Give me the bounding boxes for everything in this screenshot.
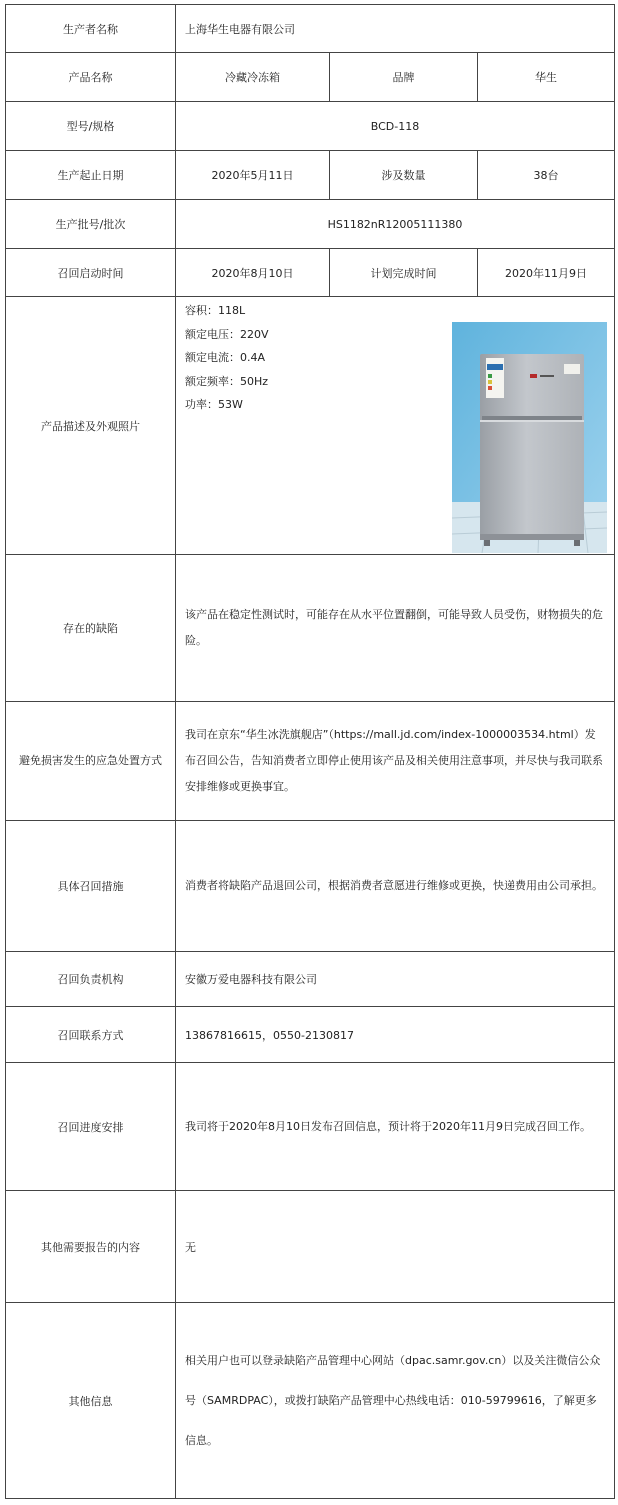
- row-model: [6, 102, 615, 151]
- contact-label: 召回联系方式: [6, 1007, 176, 1063]
- other-info-cell: [176, 1303, 615, 1499]
- row-measures: [6, 821, 615, 952]
- batch-value: HS1182nR12005111380: [176, 200, 615, 249]
- org-label: 召回负责机构: [6, 952, 176, 1007]
- defect-text: 该产品在稳定性测试时，可能存在从水平位置翻倒，可能导致人员受伤，财物损失的危险。: [185, 608, 603, 647]
- quantity-value: 38台: [478, 151, 615, 200]
- spec-list: [185, 299, 269, 417]
- progress-label: 召回进度安排: [6, 1063, 176, 1191]
- emergency-cell: [176, 702, 615, 821]
- other-report-label: 其他需要报告的内容: [6, 1191, 176, 1303]
- spec-capacity: 容积：118L: [185, 304, 246, 317]
- recall-start-value: 2020年8月10日: [176, 249, 330, 297]
- row-org: [6, 952, 615, 1007]
- other-info-label: 其他信息: [6, 1303, 176, 1499]
- quantity-label: 涉及数量: [330, 151, 478, 200]
- model-value: BCD-118: [176, 102, 615, 151]
- other-info-text: 相关用户也可以登录缺陷产品管理中心网站（dpac.samr.gov.cn）以及关注微信公众号（SAMRDPAC），或拨打缺陷产品管理中心热线电话：010-59799616，了解更多信息。: [185, 1353, 601, 1447]
- spec-power: 功率：53W: [185, 398, 243, 411]
- batch-label: 生产批号/批次: [6, 200, 176, 249]
- planned-completion-value: 2020年11月9日: [478, 249, 615, 297]
- recall-start-label: 召回启动时间: [6, 249, 176, 297]
- progress-text: 我司将于2020年8月10日发布召回信息，预计将于2020年11月9日完成召回工作。: [185, 1119, 591, 1133]
- model-label: 型号/规格: [6, 102, 176, 151]
- defect-label: 存在的缺陷: [6, 555, 176, 702]
- spec-voltage: 额定电压：220V: [185, 327, 269, 341]
- refrigerator-photo: [452, 322, 607, 553]
- manufacturer-value: 上海华生电器有限公司: [176, 5, 615, 53]
- spec-frequency: 额定频率：50Hz: [185, 374, 269, 388]
- description-label: 产品描述及外观照片: [6, 297, 176, 555]
- emergency-text: 我司在京东“华生冰洗旗舰店”（https://mall.jd.com/index-1000003534.html）发布召回公告，告知消费者立即停止使用该产品及相关使用注意事项，并尽快与我司联系安排维修或更换事宜。: [185, 728, 603, 793]
- emergency-label: 避免损害发生的应急处置方式: [6, 702, 176, 821]
- product-name-value: 冷藏冷冻箱: [176, 53, 330, 102]
- row-description: [6, 297, 615, 555]
- row-recall-start: [6, 249, 615, 297]
- description-cell: [176, 297, 615, 555]
- row-manufacturer: [6, 5, 615, 53]
- org-value: 安徽万爱电器科技有限公司: [176, 952, 615, 1007]
- brand-label: 品牌: [330, 53, 478, 102]
- product-name-label: 产品名称: [6, 53, 176, 102]
- planned-completion-label: 计划完成时间: [330, 249, 478, 297]
- row-defect: [6, 555, 615, 702]
- row-other-report: [6, 1191, 615, 1303]
- production-date-label: 生产起止日期: [6, 151, 176, 200]
- row-production-date: [6, 151, 615, 200]
- progress-cell: [176, 1063, 615, 1191]
- measures-label: 具体召回措施: [6, 821, 176, 952]
- defect-cell: [176, 555, 615, 702]
- measures-cell: [176, 821, 615, 952]
- manufacturer-label: 生产者名称: [6, 5, 176, 53]
- brand-value: 华生: [478, 53, 615, 102]
- row-contact: [6, 1007, 615, 1063]
- recall-info-table: [5, 4, 615, 1499]
- measures-text: 消费者将缺陷产品退回公司，根据消费者意愿进行维修或更换，快递费用由公司承担。: [185, 879, 603, 892]
- production-date-value: 2020年5月11日: [176, 151, 330, 200]
- other-report-value: 无: [176, 1191, 615, 1303]
- row-product: [6, 53, 615, 102]
- row-batch: [6, 200, 615, 249]
- contact-value: 13867816615，0550-2130817: [176, 1007, 615, 1063]
- row-other-info: [6, 1303, 615, 1499]
- row-emergency: [6, 702, 615, 821]
- row-progress: [6, 1063, 615, 1191]
- spec-current: 额定电流：0.4A: [185, 351, 266, 364]
